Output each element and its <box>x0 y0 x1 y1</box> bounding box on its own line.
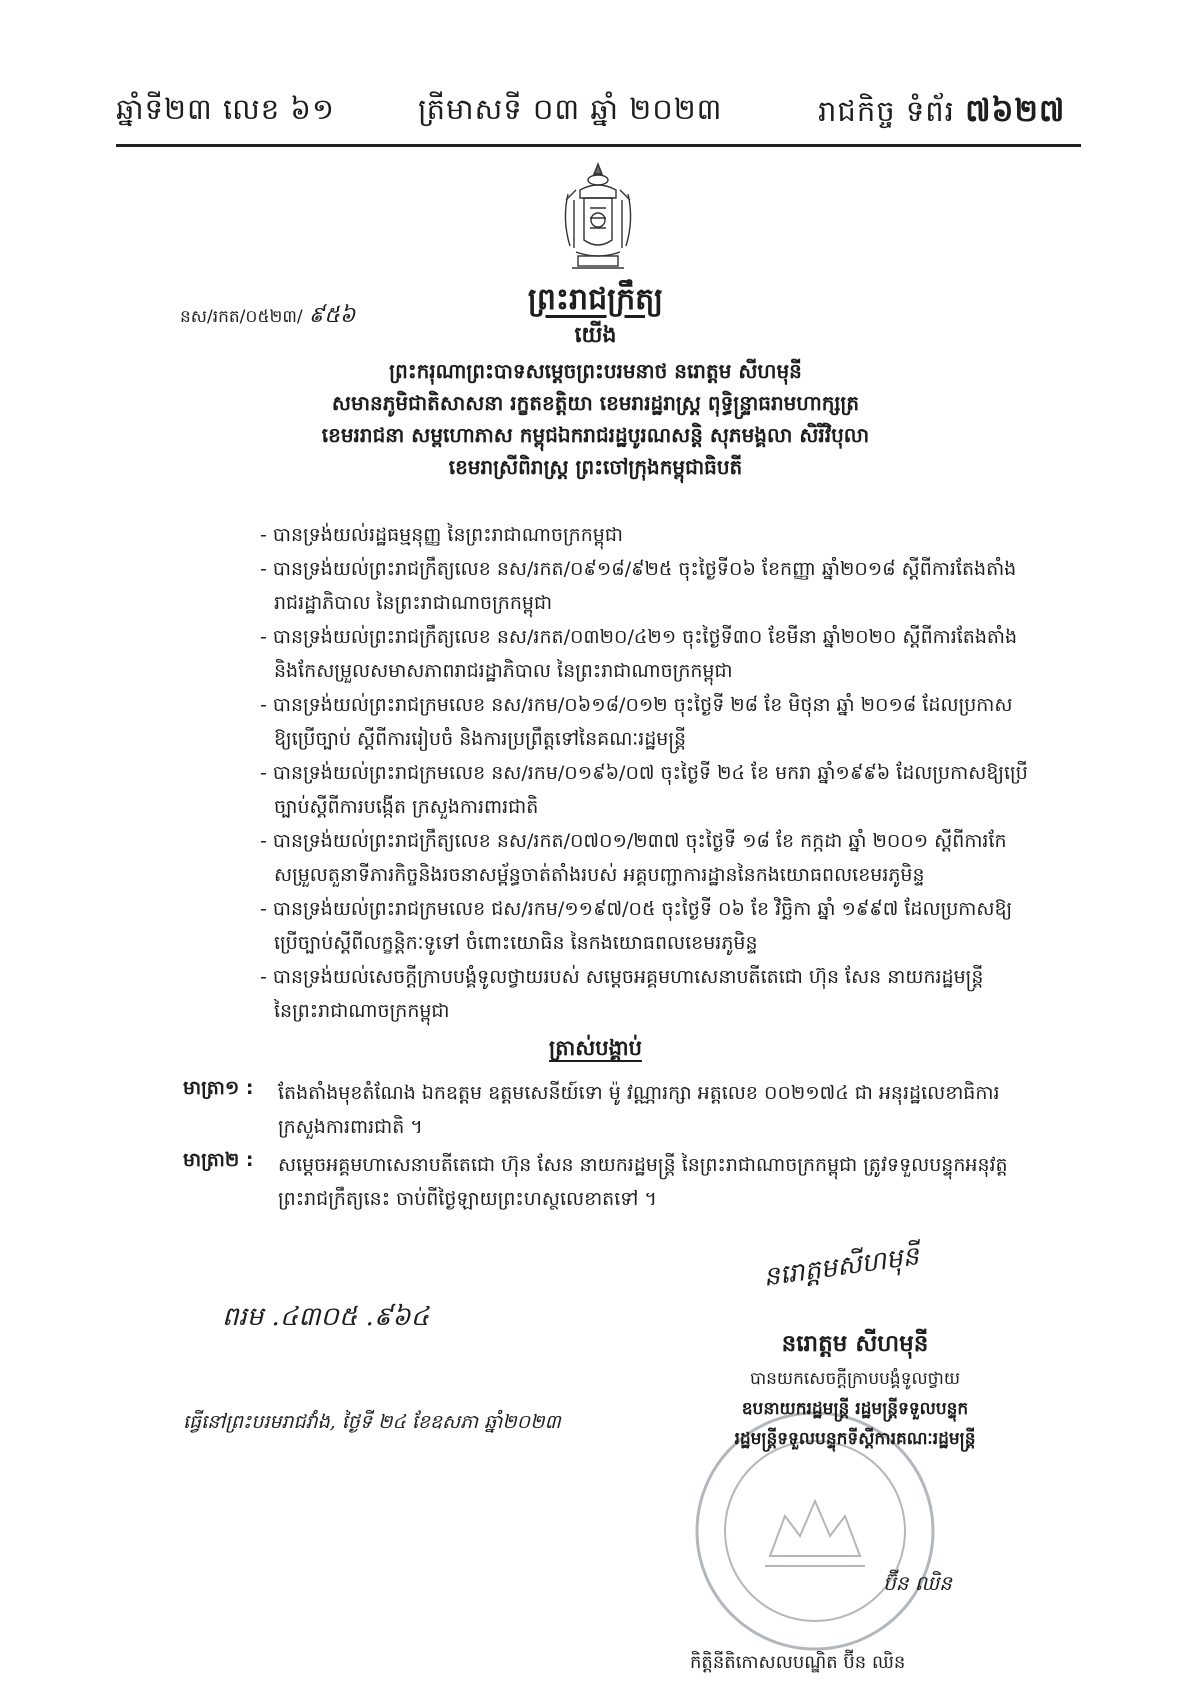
visa-item <box>260 688 1060 756</box>
reference-code: នស/រកត/០៥២៣/ <box>180 307 303 327</box>
visa-item <box>260 960 1060 1028</box>
royal-title-line-4: ខេមរាស្រីពិរាស្ត្រ ព្រះចៅក្រុងកម្ពុជាធិបតី <box>448 455 743 479</box>
gazette-year-issue: ឆ្នាំទី២៣ លេខ ៦១ <box>116 92 335 126</box>
visa-line: រាជរដ្ឋាភិបាល នៃព្រះរាជាណាចក្រកម្ពុជា <box>274 592 553 614</box>
we-heading: យើង <box>574 323 617 348</box>
visa-item <box>260 756 1060 824</box>
visa-item <box>260 892 1060 960</box>
royal-title-line-1: ព្រះករុណាព្រះបាទសម្ដេចព្រះបរមនាថ នរោត្តម សីហមុនី <box>389 359 802 383</box>
visa-line: - បានទ្រង់យល់រដ្ឋធម្មនុញ្ញ នៃព្រះរាជាណាចក្រកម្ពុជា <box>260 524 623 546</box>
countersign-line-1: បានយកសេចក្ដីក្រាបបង្គំទូលថ្វាយ <box>749 1369 961 1389</box>
visa-line: - បានទ្រង់យល់ព្រះរាជក្រឹត្យលេខ នស/រកត/០៩១៨/៩២៥ ចុះថ្ងៃទី០៦ ខែកញ្ញា ឆ្នាំ២០១៨ ស្ដីពីការតែងតាំង <box>260 558 1017 580</box>
countersign-line-2: ឧបនាយករដ្ឋមន្ត្រី រដ្ឋមន្ត្រីទទួលបន្ទុក <box>741 1399 969 1419</box>
minister-name: កិត្តិនីតិកោសលបណ្ឌិត ប៊ីន ឈិន <box>690 1652 906 1673</box>
article-2-label: មាត្រា២ : <box>183 1149 254 1171</box>
page-label: រាជកិច្ច ទំព័រ <box>818 94 955 128</box>
article-1-text <box>278 1076 1068 1144</box>
visa-line: ឱ្យប្រើច្បាប់ ស្ដីពីការរៀបចំ និងការប្រព្រឹត្តទៅនៃគណៈរដ្ឋមន្ត្រី <box>274 728 687 750</box>
visa-item <box>260 552 1060 620</box>
visa-line: និងកែសម្រួលសមាសភាពរាជរដ្ឋាភិបាល នៃព្រះរាជាណាចក្រកម្ពុជា <box>274 660 733 682</box>
place-date: ធ្វើនៅព្រះបរមរាជវាំង, ថ្ងៃទី ២៤ ខែឧសភា ឆ្នាំ២០២៣ <box>183 1411 561 1433</box>
article-line: សម្ដេចអគ្គមហាសេនាបតីតេជោ ហ៊ុន សែន នាយករដ្ឋមន្ត្រី នៃព្រះរាជាណាចក្រកម្ពុជា ត្រូវទទួលបន្ទុកអនុវត្ត <box>278 1154 1008 1176</box>
royal-title-line-2: សមានភូមិជាតិសាសនា រក្ខតខត្តិយា ខេមរារដ្ឋរាស្ត្រ ពុទ្ធិន្ទ្រាធរាមហាក្សត្រ <box>331 391 860 415</box>
visa-line: - បានទ្រង់យល់ព្រះរាជក្រមលេខ នស/រកម/០៦១៨/០១២ ចុះថ្ងៃទី ២៨ ខែ មិថុនា ឆ្នាំ ២០១៨ ដែលប្រកាស <box>260 694 1013 716</box>
visa-item <box>260 518 1060 552</box>
visa-item <box>260 824 1060 892</box>
visa-line: នៃព្រះរាជាណាចក្រកម្ពុជា <box>274 1000 450 1022</box>
reference-handwritten: ៩៥៦ <box>308 303 356 328</box>
decree-heading: ត្រាស់បង្គាប់ <box>549 1036 642 1060</box>
gazette-page <box>818 92 1065 137</box>
countersign-line-3: រដ្ឋមន្ត្រីទទួលបន្ទុកទីស្ដីការគណៈរដ្ឋមន្ត្រី <box>734 1429 976 1449</box>
visa-line: សម្រួលតួនាទីភារកិច្ចនិងរចនាសម្ព័ន្ធចាត់តាំងរបស់ អគ្គបញ្ជាការដ្ឋាននៃកងយោធពលខេមរភូមិន្ទ <box>274 864 925 886</box>
visa-line: - បានទ្រង់យល់ព្រះរាជក្រមលេខ ជស/រកម/១១៩៧/០៥ ចុះថ្ងៃទី ០៦ ខែ វិច្ឆិកា ឆ្នាំ ១៩៩៧ ដែលប្រកាសឱ្យ <box>260 898 1013 920</box>
document-title: ព្រះរាជក្រឹត្យ <box>527 282 664 317</box>
visa-line: - បានទ្រង់យល់ព្រះរាជក្រមលេខ នស/រកម/០១៩៦/០៧ ចុះថ្ងៃទី ២៤ ខែ មករា ឆ្នាំ១៩៩៦ ដែលប្រកាសឱ្យប្រើ <box>260 762 1028 784</box>
visa-item <box>260 620 1060 688</box>
gazette-quarter: ត្រីមាសទី ០៣ ឆ្នាំ ២០២៣ <box>418 92 723 126</box>
page-number: ៧៦២៧ <box>965 93 1066 129</box>
visa-line: ច្បាប់ស្ដីពីការបង្កើត ក្រសួងការពារជាតិ <box>274 796 539 818</box>
article-1-label: មាត្រា១ : <box>183 1077 254 1099</box>
visa-line: - បានទ្រង់យល់សេចក្ដីក្រាបបង្គំទូលថ្វាយរបស់ សម្ដេចអគ្គមហាសេនាបតីតេជោ ហ៊ុន សែន នាយករដ្ឋមន្ត្រី <box>260 966 984 988</box>
article-line: តែងតាំងមុខតំណែង ឯកឧត្តម ឧត្តមសេនីយ៍ទោ ម៉ូ វណ្ណារក្សា អត្តលេខ ០០២១៧៤ ជា អនុរដ្ឋលេខាធិការ <box>278 1082 1000 1104</box>
article-line: ព្រះរាជក្រឹត្យនេះ ចាប់ពីថ្ងៃឡាយព្រះហស្ថលេខាតទៅ ។ <box>278 1188 657 1210</box>
article-line: ក្រសួងការពារជាតិ ។ <box>278 1116 423 1138</box>
royal-coat-of-arms-icon <box>548 160 648 278</box>
article-2-text <box>278 1148 1068 1216</box>
royal-signature: នរោត្តមសីហមុនី <box>761 1241 921 1293</box>
visa-line: - បានទ្រង់យល់ព្រះរាជក្រឹត្យលេខ នស/រកត/០៧០១/២៣៧ ចុះថ្ងៃទី ១៨ ខែ កក្កដា ឆ្នាំ ២០០១ ស្ដីពីការកែ <box>260 830 1007 852</box>
visa-line: ប្រើច្បាប់ស្ដីពីលក្ខន្តិកៈទូទៅ ចំពោះយោធិន នៃកងយោធពលខេមរភូមិន្ទ <box>274 932 758 954</box>
handwritten-registry-number: ពរម .៤៣០៥ .៩៦៤ <box>222 1302 429 1332</box>
header-divider <box>116 144 1081 147</box>
royal-title-line-3: ខេមររាជនា សម្ពហោភាស កម្ពុជឯករាជរដ្ឋបូរណសន្តិ សុភមង្គលា សិរីវិបុលា <box>321 423 870 447</box>
visa-line: - បានទ្រង់យល់ព្រះរាជក្រឹត្យលេខ នស/រកត/០៣២០/៤២១ ចុះថ្ងៃទី៣០ ខែមីនា ឆ្នាំ២០២០ ស្ដីពីការតែងតាំង <box>260 626 1018 648</box>
minister-signature: ប៊ីន ឈិន <box>883 1571 952 1595</box>
king-name: នរោត្តម សីហមុនី <box>781 1331 929 1357</box>
